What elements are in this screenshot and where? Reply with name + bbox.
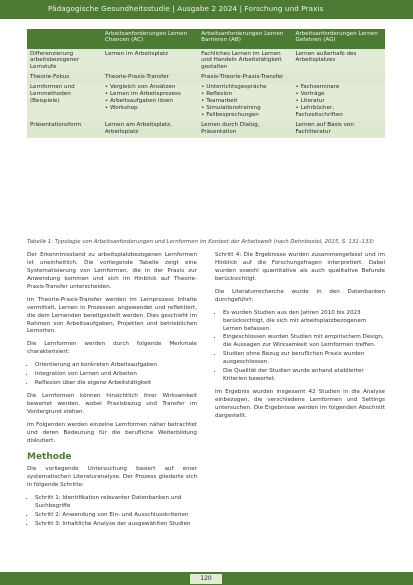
table-cell: • Unterrichtsgespräche • Reflexion • Teamarbeit • Simulationstraining • Fallbesprechungen	[198, 83, 292, 121]
body-paragraph: Schritt 4: Die Ergebnisse wurden zusammengefasst und im Hinblick auf die Forschungsfragen interpretiert. Dabei wurden sowohl quantitative als auch qualitative Befunde berücksichtigt.	[215, 252, 385, 282]
table-cell: Lernen außerhalb des Arbeitsplatzes	[293, 49, 386, 73]
row-label: Theorie-Fokus	[27, 73, 102, 83]
bullet-list	[215, 310, 385, 384]
right-column	[215, 252, 385, 426]
left-column	[27, 252, 197, 534]
list-item: • Studien ohne Bezug zur beruflichen Praxis wurden ausgeschlossen.	[223, 351, 385, 367]
table-header-cell: Arbeitsanforderungen Lernen Chancen (AC)	[102, 29, 198, 49]
method-steps-list	[27, 495, 197, 529]
row-label: Präsentationsform	[27, 121, 102, 138]
body-paragraph: Im Folgenden werden einzelne Lernformen näher betrachtet und deren Bedeutung für die berufliche Weiterbildung diskutiert.	[27, 421, 197, 444]
body-paragraph: Im Ergebnis wurden insgesamt 42 Studien in die Analyse einbezogen, die verschiedene Lernformen und Settings untersuchen. Die Ergebnisse werden im folgenden Abschnitt dargestellt.	[215, 389, 385, 419]
table-cell: Praxis-Theorie-Praxis-Transfer	[198, 73, 385, 83]
body-paragraph: Die Lernformen werden durch folgende Merkmale charakterisiert:	[27, 341, 197, 356]
body-paragraph: Die vorliegende Untersuchung basiert auf einer systematischen Literaturanalyse. Der Prozess gliederte sich in folgende Schritte:	[27, 466, 197, 489]
list-item: • Eingeschlossen wurden Studien mit empirischem Design, die Aussagen zur Wirksamkeit von Lernformen treffen.	[223, 334, 385, 350]
list-item: • Schritt 3: Inhaltliche Analyse der ausgewählten Studien	[35, 521, 197, 529]
list-item: • Es wurden Studien aus den Jahren 2010 bis 2023 berücksichtigt, die sich mit arbeitsplatzbezogenem Lernen befassen.	[223, 310, 385, 334]
table-header-cell: Arbeitsanforderungen Lernen Barrieren (AB)	[198, 29, 292, 49]
table-cell: Lernen am Arbeitsplatz, Arbeitsplatz	[102, 121, 198, 138]
row-label: Lernformen und Lernmethoden (Beispiele)	[27, 83, 102, 121]
table-row	[27, 83, 385, 121]
running-header	[0, 0, 413, 19]
table-cell: Lernen auf Basis von Fachliteratur	[293, 121, 386, 138]
table-cell: Fachliches Lernen im Lernen und Handeln Arbeitstätigkeit gestalten	[198, 49, 292, 73]
table-header-cell	[27, 29, 102, 49]
body-paragraph: Die Literaturrecherche wurde in den Datenbanken durchgeführt:	[215, 288, 385, 303]
section-heading: Methode	[27, 451, 72, 462]
table-cell: • Fachseminare • Vorträge • Literatur • Lehrbücher, Fachzeitschriften	[293, 83, 386, 121]
table-cell: Lernen im Arbeitsplatz	[102, 49, 198, 73]
list-item: • Die Qualität der Studien wurde anhand etablierter Kriterien bewertet.	[223, 368, 385, 384]
typology-table	[27, 29, 385, 138]
list-item: • Schritt 1: Identifikation relevanter Datenbanken und Suchbegriffe	[35, 495, 197, 511]
running-title: Pädagogische Gesundheitsstudie | Ausgabe 2 2024 | Forschung und Praxis	[48, 4, 324, 13]
table-caption: Tabelle 1: Typologie von Arbeitsanforderungen und Lernformen im Kontext der Arbeitswelt (nach Dehnbostel, 2015, S. 131–133)	[27, 239, 374, 245]
body-paragraph: Der Erkenntnisstand zu arbeitsplatzbezogenen Lernformen ist uneinheitlich. Die vorliegende Tabelle zeigt eine Systematisierung von Lernformen, die in der Praxis zur Anwendung kommen und sich im Hinblick auf Theorie-Praxis-Transfer unterscheiden.	[27, 252, 197, 290]
table-cell: Lernen durch Dialog, Präsentation	[198, 121, 292, 138]
body-paragraph: Im Theorie-Praxis-Transfer werden im Lernprozess Inhalte vermittelt, Lernen in Prozessen angewendet und reflektiert, die dem Lernenden bereitgestellt werden. Dies geschieht im Rahmen von Arbeitsaufgaben, Projekten und betrieblichen Lernorten.	[27, 296, 197, 335]
list-item: • Reflexion über die eigene Arbeitstätigkeit	[35, 380, 197, 388]
list-item: • Schritt 2: Anwendung von Ein- und Ausschlusskriterien	[35, 512, 197, 520]
table-header-row	[27, 29, 385, 49]
table-row	[27, 121, 385, 138]
table-row	[27, 49, 385, 73]
bullet-list	[27, 362, 197, 388]
row-label: Differenzierung arbeitsbezogener Lernstufe	[27, 49, 102, 73]
table-header-cell: Arbeitsanforderungen Lernen Gefahren (AG)	[293, 29, 386, 49]
table-cell: • Vergleich von Ansätzen • Lernen im Arbeitsprozess • Arbeitsaufgaben lösen • Workshop	[102, 83, 198, 121]
page-number: 120	[190, 574, 222, 584]
table-cell: Theorie-Praxis-Transfer	[102, 73, 198, 83]
body-paragraph: Die Lernformen können hinsichtlich ihrer Wirksamkeit bewertet werden, wobei Praxisbezug und Transfer im Vordergrund stehen.	[27, 393, 197, 415]
table-row	[27, 73, 385, 83]
list-item: • Integration von Lernen und Arbeiten	[35, 371, 197, 379]
list-item: • Orientierung an konkreten Arbeitsaufgaben	[35, 362, 197, 370]
